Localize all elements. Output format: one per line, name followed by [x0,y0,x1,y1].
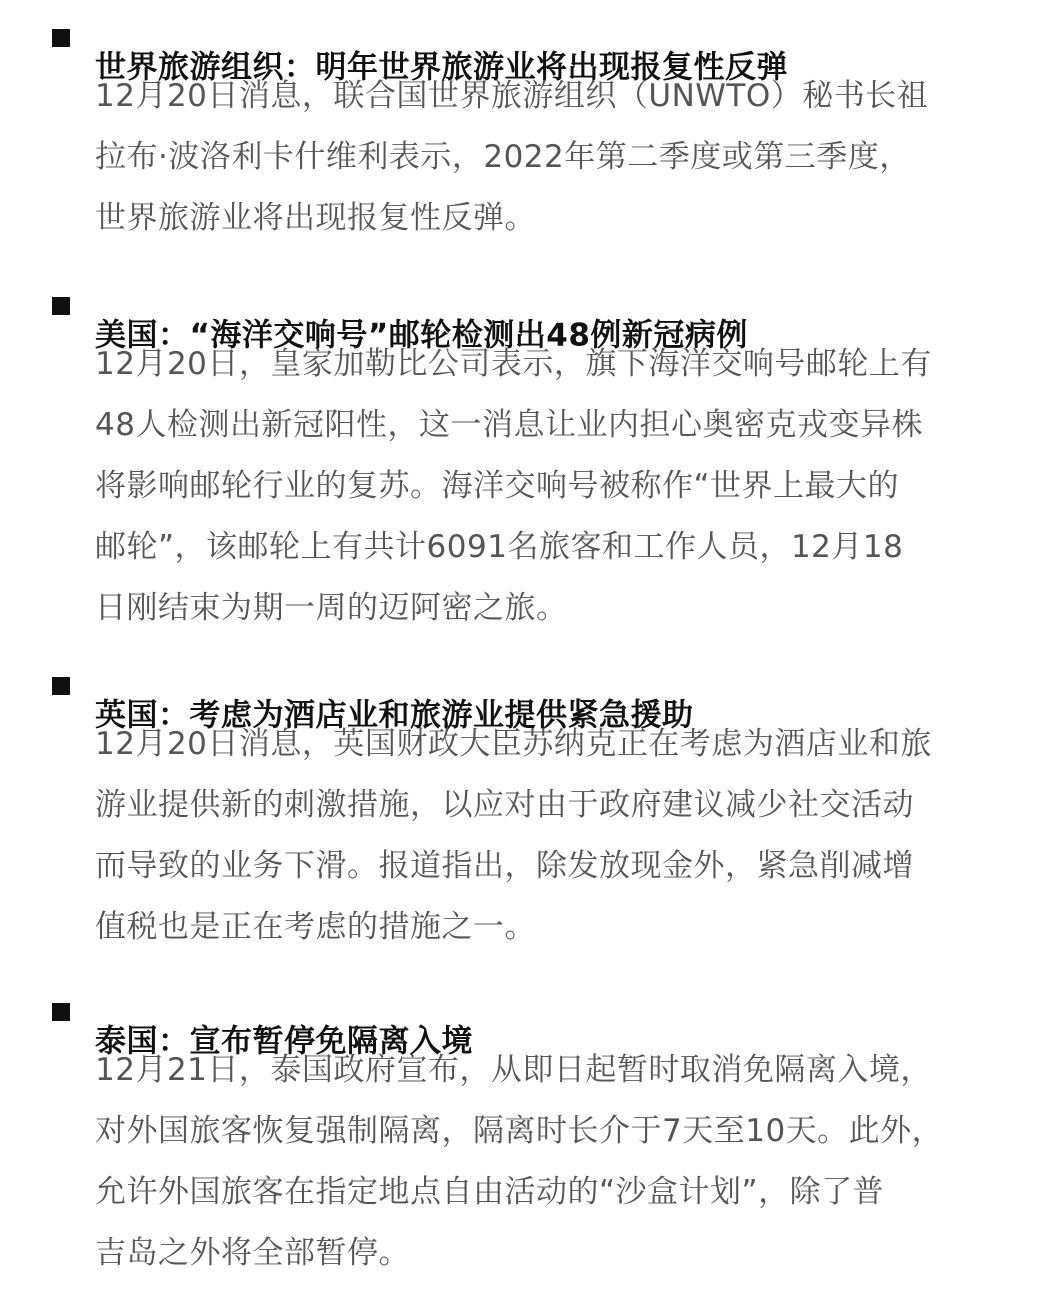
body-line: 允许外国旅客在指定地点自由活动的“沙盒计划”，除了普 [95,1174,885,1210]
body-line: 12月20日消息，英国财政大臣苏纳克正在考虑为酒店业和旅 [95,726,932,762]
square-bullet-icon [52,29,70,47]
news-body [95,714,985,958]
news-headline: 英国：考虑为酒店业和旅游业提供紧急援助 [95,697,694,734]
square-bullet-icon [52,297,70,315]
body-line: 12月20日，皇家加勒比公司表示，旗下海洋交响号邮轮上有 [95,346,932,382]
body-line: 邮轮”，该邮轮上有共计6091名旅客和工作人员，12月18 [95,529,904,565]
body-line: 吉岛之外将全部暂停。 [95,1235,410,1271]
news-headline: 泰国：宣布暂停免隔离入境 [95,1023,473,1060]
news-headline: 美国：“海洋交响号”邮轮检测出48例新冠病例 [95,317,748,354]
body-line: 12月20日消息，联合国世界旅游组织（UNWTO）秘书长祖 [95,78,929,114]
body-line: 日刚结束为期一周的迈阿密之旅。 [95,590,568,626]
body-line: 对外国旅客恢复强制隔离，隔离时长介于7天至10天。此外， [95,1113,944,1149]
body-line: 12月21日，泰国政府宣布，从即日起暂时取消免隔离入境， [95,1052,932,1088]
news-item-uk [0,658,1056,984]
headline-row [0,10,1056,86]
body-line: 世界旅游业将出现报复性反弹。 [95,200,536,236]
body-line: 游业提供新的刺激措施，以应对由于政府建议减少社交活动 [95,787,914,823]
news-item-thailand [0,984,1056,1274]
body-line: 而导致的业务下滑。报道指出，除发放现金外，紧急削减增 [95,848,914,884]
body-line: 值税也是正在考虑的措施之一。 [95,909,536,945]
square-bullet-icon [52,1003,70,1021]
news-body [95,334,985,639]
headline-row [0,278,1056,354]
headline-row [0,984,1056,1060]
square-bullet-icon [52,677,70,695]
news-item-unwto [0,10,1056,278]
news-headline: 世界旅游组织：明年世界旅游业将出现报复性反弹 [95,49,788,86]
body-line: 拉布·波洛利卡什维利表示，2022年第二季度或第三季度， [95,139,911,175]
news-item-usa [0,278,1056,658]
body-line: 48人检测出新冠阳性，这一消息让业内担心奥密克戎变异株 [95,407,923,443]
body-line: 将影响邮轮行业的复苏。海洋交响号被称作“世界上最大的 [95,468,900,504]
news-body [95,1040,985,1284]
news-body [95,66,985,249]
headline-row [0,658,1056,734]
